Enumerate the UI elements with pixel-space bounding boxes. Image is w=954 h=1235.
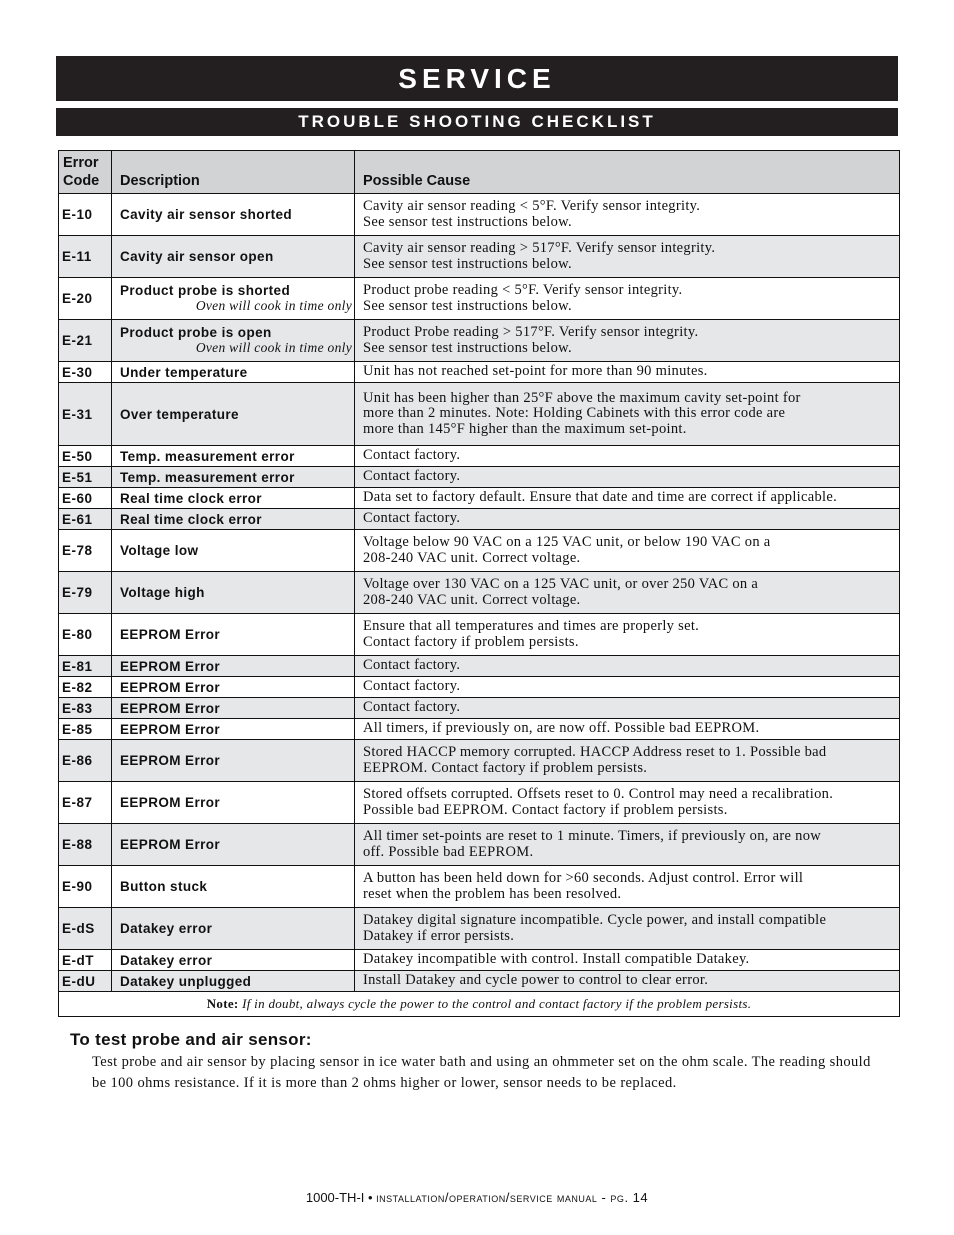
description-text: Temp. measurement error (120, 448, 295, 464)
possible-cause-line: off. Possible bad EEPROM. (363, 843, 534, 860)
table-body (59, 194, 900, 992)
footer-model: 1000-TH-I • (305, 1190, 373, 1205)
possible-cause-line: Stored HACCP memory corrupted. HACCP Address reset to 1. Possible bad (363, 744, 827, 760)
description-cell (112, 824, 355, 866)
error-code-cell: E-10 (59, 194, 112, 236)
description-text: EEPROM Error (120, 837, 221, 852)
possible-cause-cell (355, 383, 900, 446)
possible-cause-line: See sensor test instructions below. (363, 339, 572, 356)
description-cell (112, 908, 355, 950)
possible-cause-cell (355, 824, 900, 866)
possible-cause-line: See sensor test instructions below. (363, 297, 572, 314)
table-footnote (59, 992, 900, 1017)
table-row (59, 446, 900, 467)
possible-cause-cell (355, 467, 900, 488)
description-cell (112, 194, 355, 236)
error-code-cell: E-88 (59, 824, 112, 866)
description-cell (112, 236, 355, 278)
description-text: Datakey unplugged (120, 973, 252, 989)
description-cell (112, 656, 355, 677)
possible-cause-line: Contact factory. (363, 657, 461, 674)
description-text: Real time clock error (120, 511, 262, 527)
column-header-code: Error Code (59, 151, 112, 194)
possible-cause-cell (355, 530, 900, 572)
table-row (59, 236, 900, 278)
column-header-description: Description (112, 151, 355, 194)
table-footnote-row (59, 992, 900, 1017)
error-code-cell: E-85 (59, 719, 112, 740)
error-code-cell: E-50 (59, 446, 112, 467)
footnote-text: If in doubt, always cycle the power to the control and contact factory if the problem persists. (242, 996, 752, 1011)
possible-cause-line: reset when the problem has been resolved. (363, 885, 622, 902)
table-row (59, 782, 900, 824)
description-cell (112, 698, 355, 719)
possible-cause-cell (355, 362, 900, 383)
description-cell (112, 740, 355, 782)
possible-cause-cell (355, 614, 900, 656)
possible-cause-line: Contact factory if problem persists. (363, 633, 579, 650)
description-text: EEPROM Error (120, 795, 221, 810)
description-cell (112, 782, 355, 824)
table-row (59, 971, 900, 992)
table-row (59, 824, 900, 866)
table-row (59, 677, 900, 698)
error-code-cell: E-dS (59, 908, 112, 950)
error-code-cell: E-20 (59, 278, 112, 320)
table-row (59, 698, 900, 719)
footer-manual: installation/operation/service manual - pg. 14 (376, 1190, 649, 1205)
possible-cause-line: 208-240 VAC unit. Correct voltage. (363, 591, 581, 608)
error-code-cell: E-dU (59, 971, 112, 992)
possible-cause-line: All timers, if previously on, are now off. Possible bad EEPROM. (363, 720, 760, 737)
description-text: EEPROM Error (120, 721, 221, 737)
description-cell (112, 866, 355, 908)
test-section-title: To test probe and air sensor: (70, 1030, 312, 1049)
description-text: EEPROM Error (120, 679, 221, 695)
possible-cause-cell (355, 908, 900, 950)
possible-cause-line: Unit has been higher than 25°F above the maximum cavity set-point for (363, 389, 801, 406)
description-text: Datakey error (120, 921, 213, 936)
description-cell (112, 383, 355, 446)
possible-cause-cell (355, 950, 900, 971)
checklist-banner: TROUBLE SHOOTING CHECKLIST (56, 108, 898, 136)
possible-cause-line: Install Datakey and cycle power to control to clear error. (363, 972, 709, 989)
description-note: Oven will cook in time only (195, 340, 352, 355)
description-text: Cavity air sensor shorted (120, 207, 293, 222)
possible-cause-cell (355, 509, 900, 530)
description-cell (112, 509, 355, 530)
table-row (59, 194, 900, 236)
possible-cause-cell (355, 971, 900, 992)
error-code-cell: E-81 (59, 656, 112, 677)
error-code-cell: E-87 (59, 782, 112, 824)
error-code-cell: E-51 (59, 467, 112, 488)
possible-cause-line: Voltage below 90 VAC on a 125 VAC unit, or below 190 VAC on a (363, 534, 771, 550)
description-cell (112, 572, 355, 614)
description-text: Over temperature (120, 406, 239, 422)
possible-cause-line: Contact factory. (363, 699, 461, 716)
description-cell (112, 488, 355, 509)
description-cell (112, 278, 355, 320)
possible-cause-line: EEPROM. Contact factory if problem persists. (363, 759, 648, 776)
possible-cause-line: Datakey if error persists. (363, 927, 515, 944)
error-code-cell: E-30 (59, 362, 112, 383)
description-cell (112, 719, 355, 740)
possible-cause-line: Cavity air sensor reading < 5°F. Verify sensor integrity. (363, 198, 701, 214)
possible-cause-cell (355, 782, 900, 824)
description-cell (112, 530, 355, 572)
error-code-table (58, 150, 900, 1017)
description-cell (112, 320, 355, 362)
possible-cause-line: 208-240 VAC unit. Correct voltage. (363, 549, 581, 566)
possible-cause-line: Contact factory. (363, 510, 461, 527)
error-code-cell: E-82 (59, 677, 112, 698)
possible-cause-cell (355, 866, 900, 908)
possible-cause-line: more than 145°F higher than the maximum set-point. (363, 420, 687, 437)
table-row (59, 320, 900, 362)
page-footer (0, 1190, 954, 1205)
error-code-cell: E-79 (59, 572, 112, 614)
error-code-cell: E-86 (59, 740, 112, 782)
possible-cause-cell (355, 572, 900, 614)
possible-cause-line: Contact factory. (363, 468, 461, 485)
description-cell (112, 362, 355, 383)
possible-cause-line: Ensure that all temperatures and times are properly set. (363, 618, 700, 634)
possible-cause-cell (355, 740, 900, 782)
possible-cause-cell (355, 698, 900, 719)
description-text: Voltage high (120, 585, 205, 600)
error-code-cell: E-21 (59, 320, 112, 362)
table-row (59, 719, 900, 740)
table-row (59, 740, 900, 782)
error-code-cell: E-61 (59, 509, 112, 530)
description-cell (112, 614, 355, 656)
table-row (59, 362, 900, 383)
table-row (59, 908, 900, 950)
description-text: Button stuck (120, 879, 208, 894)
table-row (59, 530, 900, 572)
possible-cause-line: Unit has not reached set-point for more than 90 minutes. (363, 363, 708, 380)
description-note: Oven will cook in time only (195, 298, 352, 313)
error-code-cell: E-60 (59, 488, 112, 509)
possible-cause-line: See sensor test instructions below. (363, 213, 572, 230)
error-code-cell: E-80 (59, 614, 112, 656)
description-text: Cavity air sensor open (120, 249, 274, 264)
table-row (59, 509, 900, 530)
description-text: Voltage low (120, 543, 199, 558)
description-cell (112, 677, 355, 698)
footnote-label: Note: (206, 996, 239, 1011)
possible-cause-line: Possible bad EEPROM. Contact factory if problem persists. (363, 801, 728, 818)
error-code-cell: E-78 (59, 530, 112, 572)
error-code-cell: E-11 (59, 236, 112, 278)
section-banner: SERVICE (56, 56, 898, 101)
possible-cause-line: See sensor test instructions below. (363, 255, 572, 272)
description-text: EEPROM Error (120, 700, 221, 716)
possible-cause-line: Product Probe reading > 517°F. Verify sensor integrity. (363, 324, 699, 340)
test-section-body: Test probe and air sensor by placing sensor in ice water bath and using an ohmmeter set on the ohm scale. The reading should be 100 ohms resistance. If it is more than 2 ohms higher or lower, sensor needs to be replaced. (92, 1054, 871, 1091)
table-row (59, 614, 900, 656)
possible-cause-cell (355, 446, 900, 467)
table-row (59, 572, 900, 614)
error-code-cell: E-83 (59, 698, 112, 719)
possible-cause-line: Datakey digital signature incompatible. Cycle power, and install compatible (363, 912, 827, 928)
possible-cause-line: Voltage over 130 VAC on a 125 VAC unit, or over 250 VAC on a (363, 576, 759, 592)
description-cell (112, 971, 355, 992)
possible-cause-cell (355, 719, 900, 740)
error-code-cell: E-dT (59, 950, 112, 971)
possible-cause-line: more than 2 minutes. Note: Holding Cabinets with this error code are (363, 405, 786, 422)
description-text: Datakey error (120, 952, 213, 968)
possible-cause-line: Contact factory. (363, 678, 461, 695)
error-code-cell: E-90 (59, 866, 112, 908)
column-header-cause: Possible Cause (355, 151, 900, 194)
possible-cause-line: Datakey incompatible with control. Install compatible Datakey. (363, 951, 750, 968)
description-text: Temp. measurement error (120, 469, 295, 485)
table-row (59, 467, 900, 488)
description-text: EEPROM Error (120, 658, 221, 674)
description-cell (112, 446, 355, 467)
possible-cause-cell (355, 236, 900, 278)
table-row (59, 488, 900, 509)
possible-cause-cell (355, 677, 900, 698)
description-text: Under temperature (120, 364, 248, 380)
possible-cause-line: Cavity air sensor reading > 517°F. Verify sensor integrity. (363, 240, 716, 256)
possible-cause-cell (355, 194, 900, 236)
table-row (59, 383, 900, 446)
possible-cause-cell (355, 320, 900, 362)
table-row (59, 278, 900, 320)
possible-cause-line: Data set to factory default. Ensure that date and time are correct if applicable. (363, 489, 837, 506)
possible-cause-cell (355, 278, 900, 320)
possible-cause-line: A button has been held down for >60 seconds. Adjust control. Error will (363, 870, 804, 886)
description-cell (112, 950, 355, 971)
possible-cause-cell (355, 488, 900, 509)
description-text: Product probe is open (120, 325, 272, 340)
possible-cause-line: All timer set-points are reset to 1 minute. Timers, if previously on, are now (363, 828, 822, 844)
table-row (59, 950, 900, 971)
description-text: EEPROM Error (120, 753, 221, 768)
table-header-row (59, 151, 900, 194)
description-text: Product probe is shorted (120, 283, 291, 298)
possible-cause-line: Product probe reading < 5°F. Verify sensor integrity. (363, 282, 683, 298)
description-text: Real time clock error (120, 490, 262, 506)
possible-cause-cell (355, 656, 900, 677)
possible-cause-line: Contact factory. (363, 447, 461, 464)
table-row (59, 656, 900, 677)
description-cell (112, 467, 355, 488)
table-row (59, 866, 900, 908)
error-code-cell: E-31 (59, 383, 112, 446)
possible-cause-line: Stored offsets corrupted. Offsets reset to 0. Control may need a recalibration. (363, 786, 834, 802)
description-text: EEPROM Error (120, 627, 221, 642)
